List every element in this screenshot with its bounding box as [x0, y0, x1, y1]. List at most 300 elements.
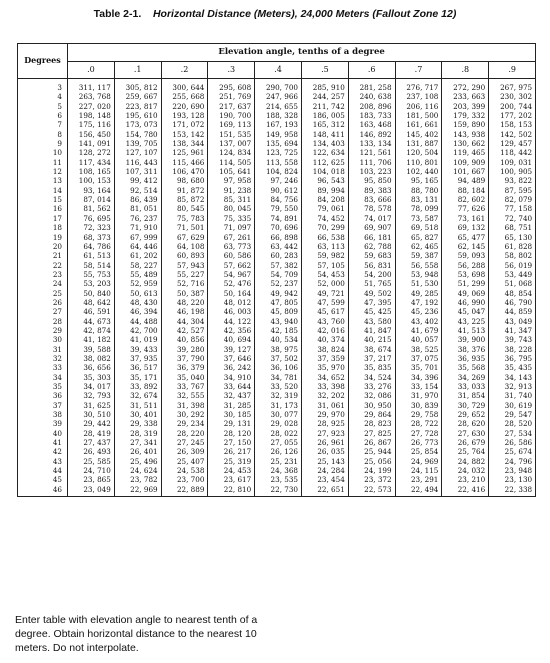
distance-cell: 30, 077	[255, 410, 302, 419]
distance-cell: 34, 017	[68, 382, 115, 391]
table-row	[18, 354, 536, 363]
distance-cell: 26, 126	[255, 447, 302, 456]
distance-cell: 30, 729	[442, 401, 489, 410]
distance-cell: 25, 056	[348, 457, 395, 466]
distance-cell: 42, 016	[301, 326, 348, 335]
distance-cell: 29, 864	[348, 410, 395, 419]
distance-cell: 40, 856	[161, 335, 208, 344]
distance-cell: 31, 854	[442, 391, 489, 400]
distance-cell: 54, 967	[208, 270, 255, 279]
distance-cell: 251, 769	[208, 92, 255, 101]
distance-cell: 43, 940	[255, 317, 302, 326]
distance-cell: 52, 476	[208, 279, 255, 288]
column-header: .6	[348, 62, 395, 79]
distance-cell: 38, 228	[489, 345, 536, 354]
distance-cell: 36, 379	[161, 363, 208, 372]
degree-cell: 8	[18, 130, 68, 139]
distance-cell: 200, 744	[489, 102, 536, 111]
distance-cell: 59, 683	[348, 251, 395, 260]
distance-cell: 27, 825	[348, 429, 395, 438]
distance-cell: 276, 717	[395, 79, 442, 93]
distance-cell: 131, 887	[395, 139, 442, 148]
distance-cell: 90, 612	[255, 186, 302, 195]
distance-cell: 119, 465	[442, 148, 489, 157]
distance-cell: 290, 700	[255, 79, 302, 93]
distance-cell: 26, 867	[348, 438, 395, 447]
table-row	[18, 158, 536, 167]
distance-cell: 30, 950	[348, 401, 395, 410]
degree-cell: 38	[18, 410, 68, 419]
table-row	[18, 335, 536, 344]
distance-cell: 35, 701	[395, 363, 442, 372]
distance-cell: 24, 538	[161, 466, 208, 475]
column-header: .7	[395, 62, 442, 79]
distance-cell: 57, 382	[255, 261, 302, 270]
distance-cell: 154, 780	[114, 130, 161, 139]
distance-cell: 33, 398	[301, 382, 348, 391]
distance-cell: 23, 782	[114, 475, 161, 484]
distance-cell: 28, 319	[114, 429, 161, 438]
degree-cell: 43	[18, 457, 68, 466]
distance-cell: 54, 200	[348, 270, 395, 279]
column-header-row	[18, 62, 536, 79]
distance-cell: 61, 828	[489, 242, 536, 251]
degree-cell: 34	[18, 373, 68, 382]
table-row	[18, 120, 536, 129]
distance-cell: 44, 122	[208, 317, 255, 326]
distance-cell: 240, 638	[348, 92, 395, 101]
distance-cell: 47, 192	[395, 298, 442, 307]
distance-cell: 98, 680	[161, 176, 208, 185]
distance-cell: 300, 644	[161, 79, 208, 93]
distance-cell: 188, 328	[255, 111, 302, 120]
distance-cell: 84, 756	[255, 195, 302, 204]
distance-cell: 208, 896	[348, 102, 395, 111]
distance-cell: 35, 970	[301, 363, 348, 372]
table-body	[18, 79, 536, 497]
distance-cell: 35, 435	[489, 363, 536, 372]
distance-cell: 117, 434	[68, 158, 115, 167]
distance-cell: 36, 242	[208, 363, 255, 372]
degree-cell: 15	[18, 195, 68, 204]
distance-cell: 26, 961	[301, 438, 348, 447]
distance-cell: 22, 730	[255, 485, 302, 497]
distance-cell: 53, 698	[442, 270, 489, 279]
distance-cell: 38, 376	[442, 345, 489, 354]
distance-cell: 173, 073	[114, 120, 161, 129]
distance-cell: 31, 061	[301, 401, 348, 410]
distance-cell: 36, 517	[114, 363, 161, 372]
distance-cell: 30, 292	[161, 410, 208, 419]
distance-cell: 39, 743	[489, 335, 536, 344]
table-row	[18, 475, 536, 484]
distance-cell: 34, 269	[442, 373, 489, 382]
distance-cell: 223, 817	[114, 102, 161, 111]
distance-cell: 45, 236	[395, 307, 442, 316]
degree-cell: 5	[18, 102, 68, 111]
distance-cell: 130, 662	[442, 139, 489, 148]
distance-cell: 45, 809	[255, 307, 302, 316]
distance-cell: 50, 387	[161, 289, 208, 298]
distance-cell: 67, 629	[161, 233, 208, 242]
distance-cell: 30, 619	[489, 401, 536, 410]
distance-cell: 29, 547	[489, 410, 536, 419]
distance-cell: 48, 012	[208, 298, 255, 307]
table-row	[18, 223, 536, 232]
degree-cell: 18	[18, 223, 68, 232]
table-row	[18, 148, 536, 157]
distance-cell: 68, 751	[489, 223, 536, 232]
degree-cell: 44	[18, 466, 68, 475]
distance-cell: 27, 341	[114, 438, 161, 447]
degree-cell: 10	[18, 148, 68, 157]
table-row	[18, 279, 536, 288]
distance-cell: 171, 072	[161, 120, 208, 129]
distance-cell: 78, 099	[395, 204, 442, 213]
distance-cell: 32, 437	[208, 391, 255, 400]
distance-cell: 65, 130	[489, 233, 536, 242]
distance-cell: 40, 215	[348, 335, 395, 344]
distance-cell: 177, 202	[489, 111, 536, 120]
table-row	[18, 176, 536, 185]
distance-cell: 33, 520	[255, 382, 302, 391]
distance-cell: 139, 705	[114, 139, 161, 148]
distance-cell: 133, 134	[348, 139, 395, 148]
distance-cell: 23, 535	[255, 475, 302, 484]
distance-cell: 33, 154	[395, 382, 442, 391]
distance-cell: 50, 164	[208, 289, 255, 298]
distance-cell: 24, 453	[208, 466, 255, 475]
table-row	[18, 130, 536, 139]
distance-cell: 25, 854	[395, 447, 442, 456]
distance-cell: 281, 258	[348, 79, 395, 93]
distance-cell: 193, 128	[161, 111, 208, 120]
distance-cell: 22, 651	[301, 485, 348, 497]
distance-cell: 32, 793	[68, 391, 115, 400]
distance-cell: 34, 781	[255, 373, 302, 382]
distance-cell: 72, 323	[68, 223, 115, 232]
distance-cell: 69, 907	[348, 223, 395, 232]
distance-cell: 100, 153	[68, 176, 115, 185]
distance-cell: 36, 656	[68, 363, 115, 372]
distance-cell: 65, 477	[442, 233, 489, 242]
distance-cell: 28, 620	[442, 419, 489, 428]
distance-cell: 99, 412	[114, 176, 161, 185]
distance-cell: 67, 999	[114, 233, 161, 242]
distance-cell: 54, 453	[301, 270, 348, 279]
distance-cell: 87, 595	[489, 186, 536, 195]
degrees-header: Degrees	[18, 44, 68, 79]
table-row	[18, 317, 536, 326]
table-row	[18, 79, 536, 93]
table-row	[18, 326, 536, 335]
degree-cell: 46	[18, 485, 68, 497]
degree-cell: 29	[18, 326, 68, 335]
distance-cell: 237, 108	[395, 92, 442, 101]
table-row	[18, 382, 536, 391]
distance-cell: 94, 489	[442, 176, 489, 185]
distance-cell: 31, 625	[68, 401, 115, 410]
table-row	[18, 233, 536, 242]
distance-cell: 65, 827	[395, 233, 442, 242]
degree-cell: 32	[18, 354, 68, 363]
degree-cell: 3	[18, 79, 68, 93]
elevation-angle-header: Elevation angle, tenths of a degree	[68, 44, 536, 62]
distance-cell: 27, 245	[161, 438, 208, 447]
distance-cell: 93, 822	[489, 176, 536, 185]
distance-cell: 39, 127	[208, 345, 255, 354]
distance-cell: 78, 578	[348, 204, 395, 213]
distance-cell: 34, 652	[301, 373, 348, 382]
distance-cell: 32, 913	[489, 382, 536, 391]
distance-cell: 59, 093	[442, 251, 489, 260]
distance-cell: 31, 398	[161, 401, 208, 410]
distance-cell: 158, 153	[489, 120, 536, 129]
distance-cell: 73, 587	[395, 214, 442, 223]
distance-cell: 72, 740	[489, 214, 536, 223]
distance-cell: 38, 824	[301, 345, 348, 354]
distance-cell: 75, 335	[208, 214, 255, 223]
distance-cell: 44, 488	[114, 317, 161, 326]
distance-cell: 69, 132	[442, 223, 489, 232]
distance-cell: 25, 944	[348, 447, 395, 456]
distance-cell: 30, 839	[395, 401, 442, 410]
distance-cell: 57, 943	[161, 261, 208, 270]
degree-cell: 21	[18, 251, 68, 260]
distance-cell: 58, 802	[489, 251, 536, 260]
distance-cell: 30, 401	[114, 410, 161, 419]
distance-cell: 66, 538	[301, 233, 348, 242]
distance-cell: 30, 185	[208, 410, 255, 419]
distance-cell: 30, 510	[68, 410, 115, 419]
degree-cell: 23	[18, 270, 68, 279]
distance-cell: 22, 494	[395, 485, 442, 497]
table-row	[18, 298, 536, 307]
table-row	[18, 270, 536, 279]
table-row	[18, 102, 536, 111]
distance-cell: 26, 401	[114, 447, 161, 456]
column-header: .0	[68, 62, 115, 79]
table-row	[18, 111, 536, 120]
distance-cell: 214, 655	[255, 102, 302, 111]
distance-cell: 124, 834	[208, 148, 255, 157]
distance-cell: 49, 069	[442, 289, 489, 298]
degree-cell: 42	[18, 447, 68, 456]
distance-cell: 58, 514	[68, 261, 115, 270]
distance-cell: 23, 454	[301, 475, 348, 484]
distance-cell: 75, 783	[161, 214, 208, 223]
distance-cell: 43, 402	[395, 317, 442, 326]
table-row	[18, 307, 536, 316]
distance-cell: 116, 443	[114, 158, 161, 167]
distance-cell: 37, 790	[161, 354, 208, 363]
table-description: Horizontal Distance (Meters), 24,000 Meters (Fallout Zone 12)	[152, 8, 457, 20]
distance-cell: 35, 040	[161, 373, 208, 382]
distance-cell: 305, 812	[114, 79, 161, 93]
distance-cell: 39, 900	[442, 335, 489, 344]
distance-cell: 41, 347	[489, 326, 536, 335]
distance-cell: 175, 116	[68, 120, 115, 129]
distance-cell: 217, 637	[208, 102, 255, 111]
table-row	[18, 186, 536, 195]
distance-cell: 91, 872	[161, 186, 208, 195]
distance-cell: 51, 068	[489, 279, 536, 288]
distance-cell: 311, 117	[68, 79, 115, 93]
distance-cell: 34, 910	[208, 373, 255, 382]
distance-cell: 159, 890	[442, 120, 489, 129]
distance-cell: 26, 217	[208, 447, 255, 456]
distance-cell: 52, 237	[255, 279, 302, 288]
distance-cell: 42, 527	[161, 326, 208, 335]
distance-cell: 23, 700	[161, 475, 208, 484]
distance-cell: 84, 208	[301, 195, 348, 204]
distance-cell: 41, 019	[114, 335, 161, 344]
distance-cell: 46, 591	[68, 307, 115, 316]
distance-cell: 134, 403	[301, 139, 348, 148]
distance-cell: 36, 106	[255, 363, 302, 372]
distance-cell: 285, 910	[301, 79, 348, 93]
distance-cell: 28, 419	[68, 429, 115, 438]
table-row	[18, 92, 536, 101]
distance-cell: 25, 143	[301, 457, 348, 466]
distance-cell: 81, 051	[114, 204, 161, 213]
distance-cell: 66, 898	[255, 233, 302, 242]
distance-cell: 29, 234	[161, 419, 208, 428]
table-row	[18, 457, 536, 466]
distance-cell: 53, 948	[395, 270, 442, 279]
distance-cell: 59, 982	[301, 251, 348, 260]
distance-cell: 106, 470	[161, 167, 208, 176]
distance-cell: 44, 304	[161, 317, 208, 326]
distance-cell: 31, 511	[114, 401, 161, 410]
distance-cell: 141, 091	[68, 139, 115, 148]
distance-cell: 26, 679	[442, 438, 489, 447]
distance-cell: 25, 585	[68, 457, 115, 466]
page-title	[0, 8, 550, 20]
distance-cell: 56, 831	[348, 261, 395, 270]
distance-cell: 55, 753	[68, 270, 115, 279]
distance-cell: 227, 020	[68, 102, 115, 111]
distance-cell: 27, 437	[68, 438, 115, 447]
distance-cell: 37, 359	[301, 354, 348, 363]
distance-cell: 57, 662	[208, 261, 255, 270]
footnote-line: degree. Obtain horizontal distance to the nearest 10	[15, 628, 257, 640]
distance-cell: 48, 220	[161, 298, 208, 307]
distance-cell: 114, 505	[208, 158, 255, 167]
distance-cell: 24, 882	[442, 457, 489, 466]
distance-cell: 32, 319	[255, 391, 302, 400]
distance-cell: 32, 202	[301, 391, 348, 400]
distance-cell: 120, 504	[395, 148, 442, 157]
distance-cell: 50, 613	[114, 289, 161, 298]
distance-cell: 29, 131	[208, 419, 255, 428]
distance-cell: 165, 312	[301, 120, 348, 129]
distance-cell: 39, 280	[161, 345, 208, 354]
distance-cell: 22, 338	[489, 485, 536, 497]
distance-cell: 23, 210	[442, 475, 489, 484]
table-row	[18, 401, 536, 410]
table-row	[18, 447, 536, 456]
distance-cell: 27, 923	[301, 429, 348, 438]
distance-cell: 61, 202	[114, 251, 161, 260]
distance-cell: 56, 019	[489, 261, 536, 270]
distance-cell: 112, 625	[301, 158, 348, 167]
distance-cell: 230, 302	[489, 92, 536, 101]
distance-cell: 88, 184	[442, 186, 489, 195]
distance-cell: 22, 889	[161, 485, 208, 497]
distance-cell: 190, 700	[208, 111, 255, 120]
distance-cell: 23, 865	[68, 475, 115, 484]
table-row	[18, 485, 536, 497]
distance-cell: 25, 674	[489, 447, 536, 456]
distance-cell: 25, 319	[208, 457, 255, 466]
distance-cell: 41, 847	[348, 326, 395, 335]
table-row	[18, 251, 536, 260]
distance-cell: 23, 130	[489, 475, 536, 484]
distance-cell: 24, 624	[114, 466, 161, 475]
degree-cell: 24	[18, 279, 68, 288]
distance-cell: 103, 223	[348, 167, 395, 176]
distance-cell: 46, 394	[114, 307, 161, 316]
table-row	[18, 363, 536, 372]
distance-cell: 34, 524	[348, 373, 395, 382]
distance-cell: 42, 874	[68, 326, 115, 335]
distance-cell: 91, 238	[208, 186, 255, 195]
table-row	[18, 204, 536, 213]
distance-cell: 37, 075	[395, 354, 442, 363]
distance-cell: 34, 396	[395, 373, 442, 382]
distance-cell: 35, 171	[114, 373, 161, 382]
degree-cell: 9	[18, 139, 68, 148]
distance-cell: 66, 181	[348, 233, 395, 242]
distance-cell: 146, 892	[348, 130, 395, 139]
distance-cell: 55, 227	[161, 270, 208, 279]
distance-cell: 153, 142	[161, 130, 208, 139]
distance-cell: 87, 014	[68, 195, 115, 204]
distance-cell: 26, 493	[68, 447, 115, 456]
table-row	[18, 261, 536, 270]
distance-cell: 46, 990	[442, 298, 489, 307]
distance-cell: 76, 237	[114, 214, 161, 223]
distance-cell: 48, 430	[114, 298, 161, 307]
distance-cell: 163, 468	[348, 120, 395, 129]
distance-cell: 40, 374	[301, 335, 348, 344]
distance-cell: 43, 760	[301, 317, 348, 326]
degree-cell: 41	[18, 438, 68, 447]
footnote-line: meters. Do not interpolate.	[15, 642, 139, 654]
distance-cell: 46, 790	[489, 298, 536, 307]
distance-cell: 37, 217	[348, 354, 395, 363]
table-row	[18, 139, 536, 148]
distance-cell: 85, 311	[208, 195, 255, 204]
distance-cell: 28, 925	[301, 419, 348, 428]
distance-cell: 22, 810	[208, 485, 255, 497]
distance-cell: 28, 823	[348, 419, 395, 428]
distance-cell: 29, 338	[114, 419, 161, 428]
distance-cell: 169, 113	[208, 120, 255, 129]
distance-cell: 109, 909	[442, 158, 489, 167]
distance-cell: 33, 644	[208, 382, 255, 391]
degree-cell: 16	[18, 204, 68, 213]
distance-cell: 37, 646	[208, 354, 255, 363]
distance-cell: 37, 935	[114, 354, 161, 363]
distance-cell: 47, 805	[255, 298, 302, 307]
distance-cell: 89, 383	[348, 186, 395, 195]
distance-cell: 267, 975	[489, 79, 536, 93]
distance-cell: 49, 285	[395, 289, 442, 298]
distance-cell: 71, 910	[114, 223, 161, 232]
distance-cell: 46, 198	[161, 307, 208, 316]
